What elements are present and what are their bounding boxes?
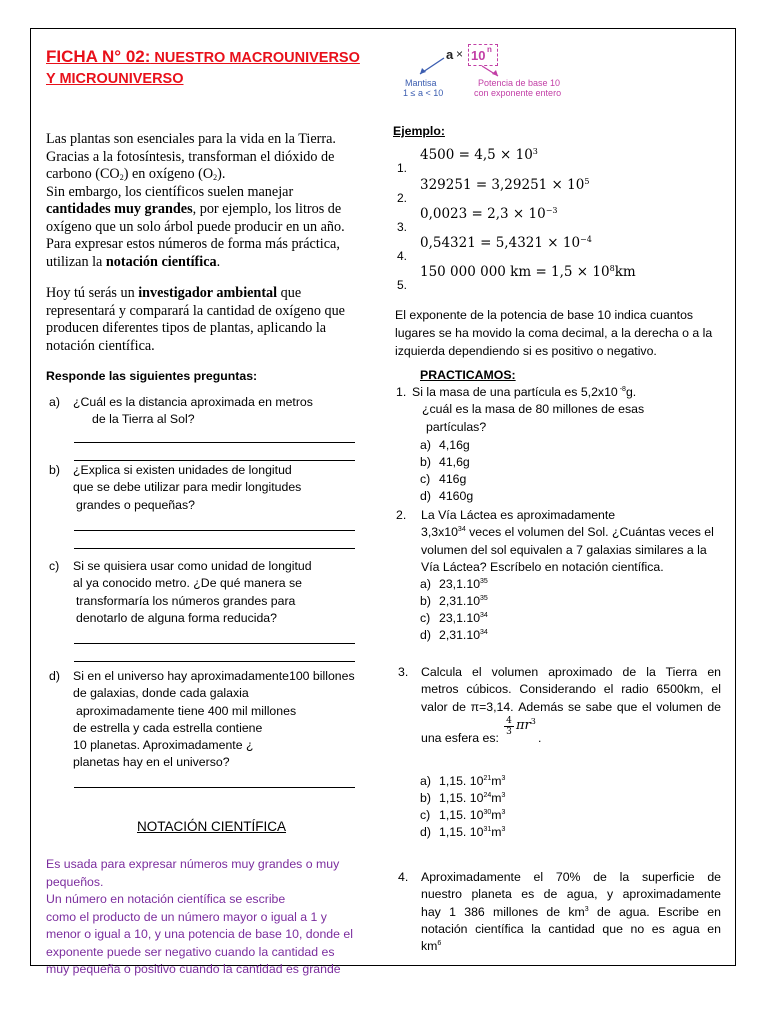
intro-line: carbono $(CO_2)$ en oxígeno $(O_2)$. — [46, 166, 226, 182]
power-sublabel: con exponente entero — [474, 88, 562, 98]
intro-line: cantidades muy grandes, por ejemplo, los litros de — [46, 201, 342, 217]
practicamos-heading: PRACTICAMOS: — [420, 368, 516, 382]
q1-options: a) 4,16g b) 41,6g c) 416g d) 4160g — [420, 438, 474, 503]
title-line2: Y MICROUNIVERSO — [46, 71, 184, 87]
q3-options: a) 1,15. $10^{21}m^3$ b) 1,15. $10^{24}m^3$ c) 1,15. $10^{30}m^3$ d) 1,15. $10^{31}m^3$ — [420, 774, 506, 839]
q1-text: Si la masa de una partícula es 5,2x10 $^{-8}$g. ¿cuál es la masa de 80 millones de esas partículas? — [412, 385, 645, 434]
ejemplo-heading: Ejemplo: — [393, 124, 445, 138]
mantissa-symbol: a — [446, 47, 454, 62]
intro-line: Hoy tú serás un investigador ambiental que — [46, 285, 302, 301]
intro-line: notación científica. — [46, 337, 155, 354]
question-d-label: d) — [49, 669, 60, 683]
answer-line[interactable] — [74, 661, 355, 662]
answer-line[interactable] — [74, 548, 355, 549]
intro-line: oxígeno que un solo árbol puede producir en un año. — [46, 218, 345, 235]
intro-line: representará y comparará la cantidad de oxígeno que — [46, 302, 345, 319]
mantissa-label: Mantisa — [405, 78, 437, 88]
q3-label: 3. — [398, 665, 409, 679]
intro-line: producen diferentes tipos de plantas, aplicando la — [46, 320, 327, 336]
power-label: Potencia de base 10 — [478, 78, 561, 88]
title-ficha: FICHA N° 02: — [46, 47, 151, 66]
example-num: 5. — [397, 278, 408, 292]
q2-options: a) 23,1.10$^{35}$ b) 2,31.10$^{35}$ c) 23,1.10$^{34}$ d) 2,31.10$^{34}$ — [420, 577, 488, 642]
title-part2: NUESTRO MACROUNIVERSO — [150, 50, 360, 66]
intro-line: Las plantas son esenciales para la vida en la Tierra. — [46, 131, 336, 147]
example-num: 4. — [397, 249, 408, 263]
scientific-notation-diagram — [398, 44, 598, 104]
example-formula: $0,54321 = 5,4321 \times 10^{-4}$ — [420, 235, 592, 251]
intro-paragraph — [46, 131, 376, 355]
example-num: 3. — [397, 220, 408, 234]
ejemplo-explanation: El exponente de la potencia de base 10 indica cuantos lugares se ha movido la coma decimal, a la derecha o a la izquierda dependiendo si es positivo o negativo. — [395, 308, 713, 358]
answer-line[interactable] — [74, 442, 355, 443]
q2-label: 2. — [396, 508, 407, 522]
q4-label: 4. — [398, 870, 409, 884]
q3-formula: $\pi r^3$ — [516, 717, 536, 733]
notacion-paragraph: Es usada para expresar números muy grandes o muy pequeños. Un número en notación científica se escribe como el producto de un número mayor o igual a 1 y menor o igual a 10, y una potencia de base 10, donde el exponente puede ser negativo cuando la cantidad es muy pequeña o positivo cuando la cantidad es grande — [46, 857, 353, 976]
question-a-label: a) — [49, 395, 60, 409]
q3-text: Calcula el volumen aproximado de la Tierra en metros cúbicos. Considerando el radio 6500km, el valor de π=3,14. Además se sabe que el volumen de — [421, 665, 721, 714]
q4-text: Aproximadamente el 70% de la superficie de nuestro planeta es de agua, y aproximadamente hay 1 386 millones de $km^3$ de agua. Escribe en notación científica la cantidad que no es agua en $km^6$ — [421, 870, 721, 954]
answer-line[interactable] — [74, 460, 355, 461]
question-c-label: c) — [49, 559, 60, 573]
q3-sphere-line: una esfera es: — [421, 731, 499, 745]
answer-line[interactable] — [74, 787, 355, 788]
page-title — [46, 46, 386, 90]
example-formula: $0,0023 = 2,3 \times 10^{-3}$ — [420, 206, 558, 222]
question-b-label: b) — [49, 463, 60, 477]
question-b: ¿Explica si existen unidades de longitud que se debe utilizar para medir longitudes grandes o pequeñas? — [73, 463, 302, 512]
example-num: 2. — [397, 191, 408, 205]
intro-line: Gracias a la fotosíntesis, transforman el dióxido de — [46, 148, 335, 165]
notacion-heading: NOTACIÓN CIENTÍFICA — [137, 819, 287, 834]
power-exp: n — [487, 45, 492, 54]
questions-heading: Responde las siguientes preguntas: — [46, 369, 258, 383]
question-d: Si en el universo hay aproximadamente100 billones de galaxias, donde cada galaxia aproximadamente tiene 400 mil millones de estrella y cada estrella contiene 10 planetas. Aproximadamente ¿ planetas hay en el universo? — [73, 669, 355, 770]
intro-line: Para expresar estos números de forma más práctica, — [46, 236, 340, 252]
answer-line[interactable] — [74, 530, 355, 531]
intro-line: utilizan la notación científica. — [46, 253, 221, 270]
intro-line: Sin embargo, los científicos suelen manejar — [46, 183, 294, 200]
q3-dot: . — [538, 731, 542, 745]
example-formula: 150 000 000 km = $1,5 \times 10^8km$ — [420, 264, 636, 280]
q3-fraction: 4 3 — [504, 716, 514, 737]
q2-text: La Vía Láctea es aproximadamente $3,3x10^{34}$ veces el volumen del Sol. ¿Cuántas veces el volumen del sol equivalen a 7 galaxias similares a la Vía Láctea? Escríbelo en notación científica. — [421, 508, 714, 574]
times-symbol: × — [456, 47, 464, 61]
answer-line[interactable] — [74, 643, 355, 644]
mantissa-range: 1 ≤ a < 10 — [403, 88, 444, 98]
example-formula: $4500 = 4,5 \times 10^3$ — [420, 147, 538, 163]
q1-label: 1. — [396, 385, 407, 399]
example-formula: $329251 = 3,29251 \times 10^5$ — [420, 177, 590, 193]
question-a: ¿Cuál es la distancia aproximada en metros de la Tierra al Sol? — [73, 395, 313, 427]
power-base: 10 — [471, 48, 486, 63]
example-num: 1. — [397, 161, 408, 175]
question-c: Si se quisiera usar como unidad de longitud al ya conocido metro. ¿De qué manera se transformaría los números grandes para denotarlo de alguna forma reducida? — [73, 559, 312, 625]
